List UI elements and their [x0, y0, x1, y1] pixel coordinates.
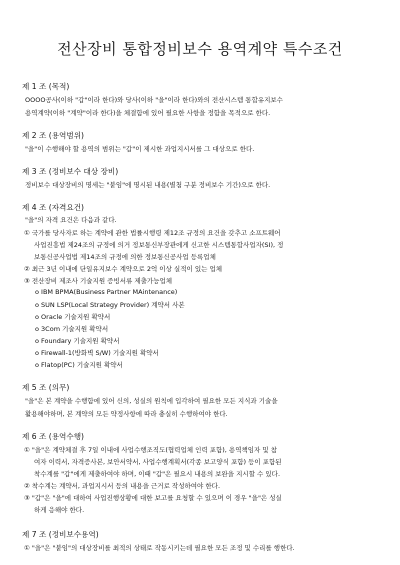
article-5-heading: 제 5 조 (의무) — [22, 383, 70, 392]
article-6-heading: 제 6 조 (용역수행) — [22, 432, 85, 441]
article-1-heading: 제 1 조 (목적) — [22, 82, 70, 91]
article-5-text-line: 활용해야하며, 본 계약의 모든 약정사항에 따라 충실히 수행하여야 한다. — [25, 410, 228, 418]
vendor-support-list-item: o IBM BPMA(Business Partner MAintenance) — [35, 288, 178, 296]
article-4-item-1: ① 국가를 당사자로 하는 계약에 관한 법률시행령 제12조 규정의 요건을 갖추고 소프트웨어 — [24, 229, 281, 237]
article-4-item-1-continued: 보통신공사업법 제14조의 규정에 의한 정보통신공사업 등록업체 — [34, 253, 216, 261]
article-4-item-1-continued: 사업진흥법 제24조의 규정에 의거 정보통신부장관에게 신고한 시스템통합사업자(SI), 정 — [34, 241, 284, 249]
article-4-item-3: ③ 전산장비 제조사 기술지원 증빙서류 제출가능업체 — [24, 277, 173, 285]
article-1-text-line: OOOO공사(이하 "갑"이라 한다)와 당사(이하 "을"이라 한다)와의 전산시스템 통합유지보수 — [25, 96, 283, 104]
vendor-support-list-item: o Foundary 기술지원 확약서 — [35, 337, 120, 345]
article-7-item-1: ① "을"은 "붙임"의 대상장비를 최적의 상태로 작동시키는데 필요한 모든 조정 및 수리를 행한다. — [24, 544, 295, 552]
article-6-item-1-continued: 착수계를 "갑"에게 제출하여야 하며, 이때 "갑"은 필요시 내용의 보완을 지시할 수 있다. — [34, 470, 281, 478]
article-3-text-line: 정비보수 대상장비의 명세는 "붙임"에 명시된 내용(별첨 구분 정비보수 기간)으로 한다. — [25, 181, 271, 189]
vendor-support-list-item: o SUN LSP(Local Strategy Provider) 계약서 사본 — [35, 301, 185, 309]
article-6-item-3: ③ "갑"은 "을"에 대하여 사업진행상황에 대한 보고를 요청할 수 있으며 이 경우 "을"은 성실 — [24, 494, 282, 502]
article-7-heading: 제 7 조 (정비보수용역) — [22, 530, 99, 539]
document-title: 전산장비 통합정비보수 용역계약 특수조건 — [57, 40, 343, 58]
article-5-text-line: "을"은 본 계약을 수행함에 있어 신의, 성실의 원칙에 입각하여 필요한 모든 지식과 기술을 — [25, 397, 278, 405]
article-6-item-1-continued: 여자 이력서, 자격증사본, 보안서약서, 사업수행계획서(각종 보고양식 포함) 등이 포함된 — [34, 458, 282, 466]
article-6-item-1: ① "을"은 계약체결 후 7일 이내에 사업수행조직도(협력업체 인력 포함), 용역책임자 및 참 — [24, 446, 278, 454]
vendor-support-list-item: o Flatop(PC) 기술지원 확약서 — [35, 361, 123, 369]
article-3-heading: 제 3 조 (정비보수 대상 장비) — [22, 167, 119, 176]
article-2-heading: 제 2 조 (용역범위) — [22, 131, 85, 140]
article-4-heading: 제 4 조 (자격요건) — [22, 203, 85, 212]
vendor-support-list-item: o Firewall-1(방화벽 S/W) 기술지원 확약서 — [35, 349, 159, 357]
article-4-text-line: "을"의 자격 요건은 다음과 같다. — [25, 216, 117, 224]
article-1-text-line: 용역계약(이하 "계약"이라 한다)을 체결함에 있어 필요한 사항을 정함을 목적으로 한다. — [25, 109, 271, 117]
article-6-item-2: ② 착수계는 계약서, 과업지시서 등의 내용을 근거로 작성하여야 한다. — [24, 482, 221, 490]
article-6-item-3-continued: 하게 응해야 한다. — [34, 506, 85, 514]
vendor-support-list-item: o 3Com 기술지원 확약서 — [35, 325, 109, 333]
article-4-item-2: ② 최근 3년 이내에 단일유지보수 계약으로 2억 이상 실적이 있는 업체 — [24, 265, 223, 273]
vendor-support-list-item: o Oracle 기술지원 확약서 — [35, 313, 111, 321]
article-2-text-line: "을"이 수행해야 할 용역의 범위는 "갑"이 제시한 과업지시서를 그 대상으로 한다. — [25, 145, 255, 153]
